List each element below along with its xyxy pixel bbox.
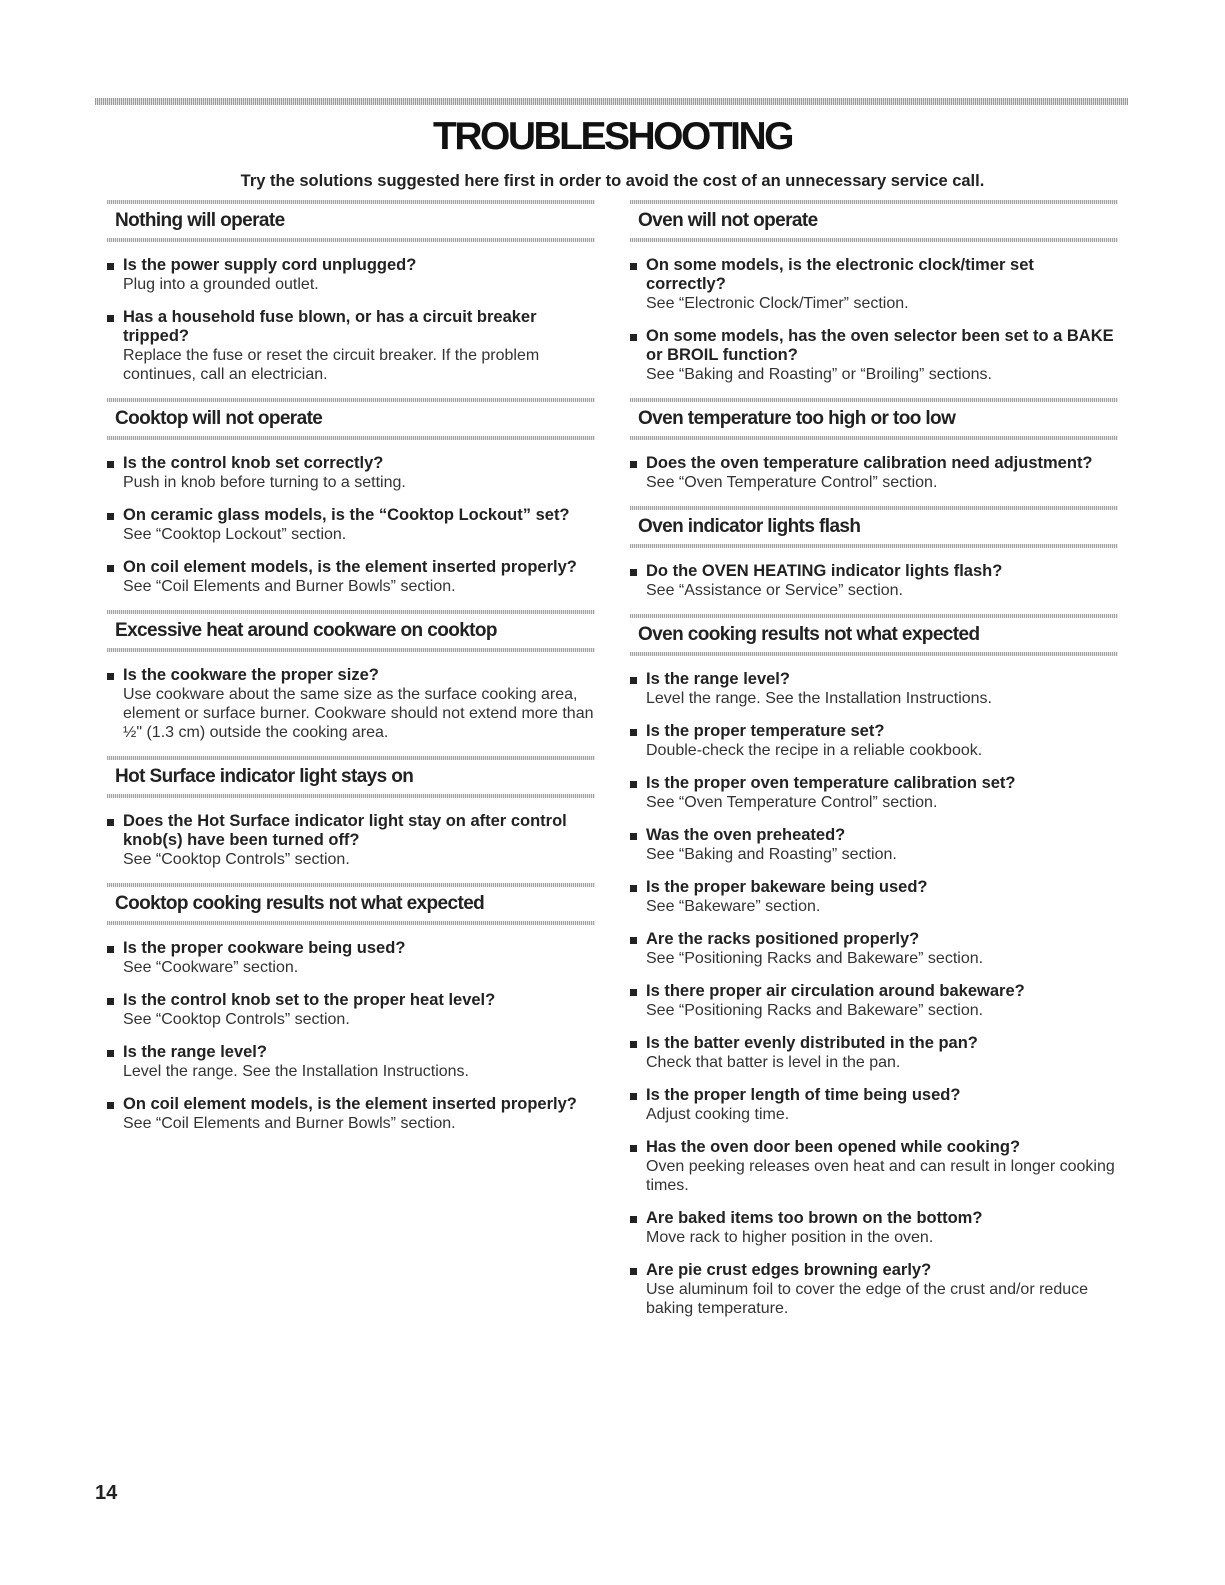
list-item (630, 256, 1118, 313)
list-item (630, 1209, 1118, 1247)
bullet-square-icon (630, 833, 637, 840)
section-title: Hot Surface indicator light stays on (115, 766, 414, 787)
section-rule-bottom (107, 648, 595, 652)
section-spacer (107, 742, 595, 756)
list-item (107, 939, 595, 977)
question-text: Is the control knob set correctly? (123, 454, 384, 472)
answer-text: See “Coil Elements and Burner Bowls” section. (123, 1115, 456, 1132)
answer-text: See “Cooktop Controls” section. (123, 851, 350, 868)
section-oven-temperature-too-high-or-too-low (630, 384, 1118, 492)
question-text: Is the proper length of time being used? (646, 1086, 961, 1104)
bullet-square-icon (107, 673, 114, 680)
question-text: On ceramic glass models, is the “Cooktop Lockout” set? (123, 506, 570, 524)
section-title: Oven indicator lights flash (638, 516, 861, 537)
answer-text: Level the range. See the Installation Instructions. (123, 1063, 469, 1080)
answer-text: Plug into a grounded outlet. (123, 276, 319, 293)
question-text: Is the batter evenly distributed in the pan? (646, 1034, 978, 1052)
question-text: Are the racks positioned properly? (646, 930, 920, 948)
bullet-square-icon (630, 334, 637, 341)
answer-text: See “Electronic Clock/Timer” section. (646, 295, 909, 312)
question-text: Is the power supply cord unplugged? (123, 256, 417, 274)
bullet-square-icon (107, 1102, 114, 1109)
question-text: On some models, has the oven selector been set to a BAKE or BROIL function? (646, 327, 1114, 364)
bullet-square-icon (107, 263, 114, 270)
answer-text: See “Oven Temperature Control” section. (646, 794, 938, 811)
list-item (630, 670, 1118, 708)
section-nothing-will-operate (107, 200, 595, 384)
list-item (630, 722, 1118, 760)
section-spacer (107, 869, 595, 883)
section-rule-bottom (630, 238, 1118, 242)
question-text: Is the cookware the proper size? (123, 666, 379, 684)
bullet-square-icon (107, 819, 114, 826)
list-item (630, 454, 1118, 492)
list-item (107, 666, 595, 742)
section-spacer (630, 600, 1118, 614)
bullet-square-icon (107, 998, 114, 1005)
question-text: On coil element models, is the element inserted properly? (123, 1095, 577, 1113)
section-title: Oven will not operate (638, 210, 818, 231)
question-list (107, 256, 595, 384)
answer-text: See “Oven Temperature Control” section. (646, 474, 938, 491)
bullet-square-icon (630, 1216, 637, 1223)
section-title: Excessive heat around cookware on cooktop (115, 620, 497, 641)
question-text: Is the range level? (646, 670, 790, 688)
question-text: Is the control knob set to the proper heat level? (123, 991, 496, 1009)
bullet-square-icon (630, 1145, 637, 1152)
answer-text: See “Bakeware” section. (646, 898, 821, 915)
list-item (630, 1261, 1118, 1318)
answer-text: See “Coil Elements and Burner Bowls” section. (123, 578, 456, 595)
section-title: Nothing will operate (115, 210, 285, 231)
section-rule-bottom (630, 652, 1118, 656)
list-item (630, 826, 1118, 864)
answer-text: Check that batter is level in the pan. (646, 1054, 901, 1071)
top-decorative-band (95, 98, 1128, 105)
answer-text: See “Positioning Racks and Bakeware” section. (646, 950, 984, 967)
list-item (107, 558, 595, 596)
list-item (107, 1095, 595, 1133)
list-item (630, 982, 1118, 1020)
answer-text: See “Assistance or Service” section. (646, 582, 903, 599)
list-item (630, 930, 1118, 968)
list-item (107, 812, 595, 869)
list-item (630, 327, 1118, 384)
question-list (107, 454, 595, 596)
list-item (630, 1138, 1118, 1195)
question-text: Do the OVEN HEATING indicator lights flash? (646, 562, 1003, 580)
bullet-square-icon (630, 1268, 637, 1275)
section-rule-bottom (107, 436, 595, 440)
answer-text: Use aluminum foil to cover the edge of the crust and/or reduce baking temperature. (646, 1281, 1089, 1317)
bullet-square-icon (630, 989, 637, 996)
question-text: Has a household fuse blown, or has a circuit breaker tripped? (123, 308, 537, 345)
answer-text: Level the range. See the Installation Instructions. (646, 690, 992, 707)
bullet-square-icon (630, 461, 637, 468)
question-text: Was the oven preheated? (646, 826, 846, 844)
question-list (630, 562, 1118, 600)
bullet-square-icon (107, 1050, 114, 1057)
bullet-square-icon (630, 677, 637, 684)
answer-text: Use cookware about the same size as the surface cooking area, element or surface burner. Cookware should not extend more than ½" (1.3 cm) outside the cooking area. (123, 686, 594, 741)
question-list (630, 256, 1118, 384)
question-text: Is the proper temperature set? (646, 722, 885, 740)
bullet-square-icon (630, 885, 637, 892)
list-item (107, 454, 595, 492)
question-list (630, 670, 1118, 1318)
bullet-square-icon (630, 937, 637, 944)
right-column (630, 200, 1118, 1318)
answer-text: See “Positioning Racks and Bakeware” section. (646, 1002, 984, 1019)
section-rule-bottom (630, 436, 1118, 440)
bullet-square-icon (107, 315, 114, 322)
question-list (630, 454, 1118, 492)
section-spacer (107, 596, 595, 610)
list-item (107, 991, 595, 1029)
question-text: Has the oven door been opened while cooking? (646, 1138, 1021, 1156)
question-list (107, 812, 595, 869)
page-title: TROUBLESHOOTING (433, 115, 792, 158)
question-text: On some models, is the electronic clock/timer set correctly? (646, 256, 1034, 293)
question-text: Does the Hot Surface indicator light stay on after control knob(s) have been turned off? (123, 812, 567, 849)
question-list (107, 939, 595, 1133)
section-title: Oven cooking results not what expected (638, 624, 980, 645)
answer-text: See “Cooktop Lockout” section. (123, 526, 347, 543)
answer-text: Move rack to higher position in the oven. (646, 1229, 934, 1246)
list-item (107, 506, 595, 544)
list-item (107, 256, 595, 294)
page-subtitle: Try the solutions suggested here first in order to avoid the cost of an unnecessary service call. (240, 172, 985, 190)
question-text: Is the proper oven temperature calibration set? (646, 774, 1016, 792)
bullet-square-icon (107, 461, 114, 468)
section-rule-bottom (107, 238, 595, 242)
page-number: 14 (95, 1482, 118, 1504)
question-text: Does the oven temperature calibration need adjustment? (646, 454, 1093, 472)
answer-text: See “Cooktop Controls” section. (123, 1011, 350, 1028)
section-title: Cooktop will not operate (115, 408, 323, 429)
question-text: Is the proper bakeware being used? (646, 878, 928, 896)
bullet-square-icon (107, 565, 114, 572)
answer-text: Replace the fuse or reset the circuit breaker. If the problem continues, call an electrician. (123, 347, 540, 383)
section-rule-bottom (107, 794, 595, 798)
section-cooktop-cooking-results-not-what-expected (107, 869, 595, 1133)
question-list (107, 666, 595, 742)
list-item (630, 774, 1118, 812)
list-item (630, 878, 1118, 916)
answer-text: Adjust cooking time. (646, 1106, 790, 1123)
bullet-square-icon (630, 263, 637, 270)
bullet-square-icon (630, 569, 637, 576)
section-title: Cooktop cooking results not what expected (115, 893, 485, 914)
bullet-square-icon (107, 946, 114, 953)
section-title: Oven temperature too high or too low (638, 408, 956, 429)
bullet-square-icon (630, 729, 637, 736)
section-spacer (107, 384, 595, 398)
answer-text: Double-check the recipe in a reliable cookbook. (646, 742, 983, 759)
section-oven-will-not-operate (630, 200, 1118, 384)
section-spacer (630, 492, 1118, 506)
section-spacer (630, 384, 1118, 398)
question-text: Is the range level? (123, 1043, 267, 1061)
section-oven-indicator-lights-flash (630, 492, 1118, 600)
answer-text: Push in knob before turning to a setting. (123, 474, 406, 491)
bullet-square-icon (630, 1093, 637, 1100)
list-item (630, 1034, 1118, 1072)
question-text: Are pie crust edges browning early? (646, 1261, 932, 1279)
question-text: Is there proper air circulation around bakeware? (646, 982, 1025, 1000)
list-item (630, 1086, 1118, 1124)
list-item (107, 308, 595, 384)
section-excessive-heat-around-cookware-on-cooktop (107, 596, 595, 742)
section-rule-bottom (630, 544, 1118, 548)
answer-text: See “Cookware” section. (123, 959, 299, 976)
bullet-square-icon (630, 781, 637, 788)
section-rule-bottom (107, 921, 595, 925)
list-item (107, 1043, 595, 1081)
answer-text: See “Baking and Roasting” or “Broiling” sections. (646, 366, 992, 383)
left-column (107, 200, 595, 1133)
answer-text: Oven peeking releases oven heat and can result in longer cooking times. (646, 1158, 1115, 1194)
question-text: Are baked items too brown on the bottom? (646, 1209, 983, 1227)
section-hot-surface-indicator-light-stays-on (107, 742, 595, 869)
list-item (630, 562, 1118, 600)
bullet-square-icon (107, 513, 114, 520)
bullet-square-icon (630, 1041, 637, 1048)
question-text: On coil element models, is the element inserted properly? (123, 558, 577, 576)
question-text: Is the proper cookware being used? (123, 939, 406, 957)
section-oven-cooking-results-not-what-expected (630, 600, 1118, 1318)
answer-text: See “Baking and Roasting” section. (646, 846, 897, 863)
section-cooktop-will-not-operate (107, 384, 595, 596)
